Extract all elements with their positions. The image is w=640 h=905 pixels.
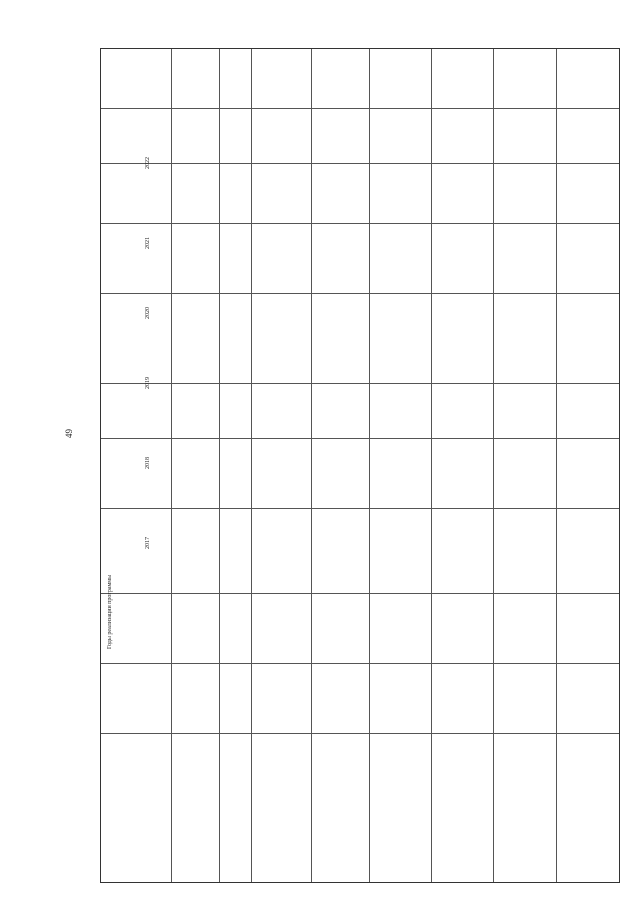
year-header: 2021 bbox=[145, 237, 151, 249]
table-row bbox=[101, 664, 619, 734]
rotated-table bbox=[100, 48, 620, 883]
table-row bbox=[101, 509, 619, 594]
table-row bbox=[101, 224, 619, 294]
column-divider bbox=[556, 49, 557, 882]
column-divider bbox=[369, 49, 370, 882]
column-divider bbox=[431, 49, 432, 882]
table-row bbox=[101, 49, 619, 109]
table-row bbox=[101, 109, 619, 164]
table-row bbox=[101, 164, 619, 224]
table-row bbox=[101, 294, 619, 384]
year-header: 2018 bbox=[145, 457, 151, 469]
table-row bbox=[101, 439, 619, 509]
year-header: 2019 bbox=[145, 377, 151, 389]
column-divider bbox=[493, 49, 494, 882]
table-row bbox=[101, 734, 619, 882]
column-divider bbox=[251, 49, 252, 882]
table-rows bbox=[101, 49, 619, 882]
column-divider bbox=[311, 49, 312, 882]
column-divider bbox=[219, 49, 220, 882]
year-header: 2022 bbox=[145, 157, 151, 169]
program-years-header: Годы реализации программы bbox=[107, 574, 113, 649]
year-header: 2020 bbox=[145, 307, 151, 319]
table-row bbox=[101, 384, 619, 439]
table-row bbox=[101, 594, 619, 664]
year-header: 2017 bbox=[145, 537, 151, 549]
column-divider bbox=[171, 49, 172, 882]
page-number: 49 bbox=[64, 429, 74, 438]
